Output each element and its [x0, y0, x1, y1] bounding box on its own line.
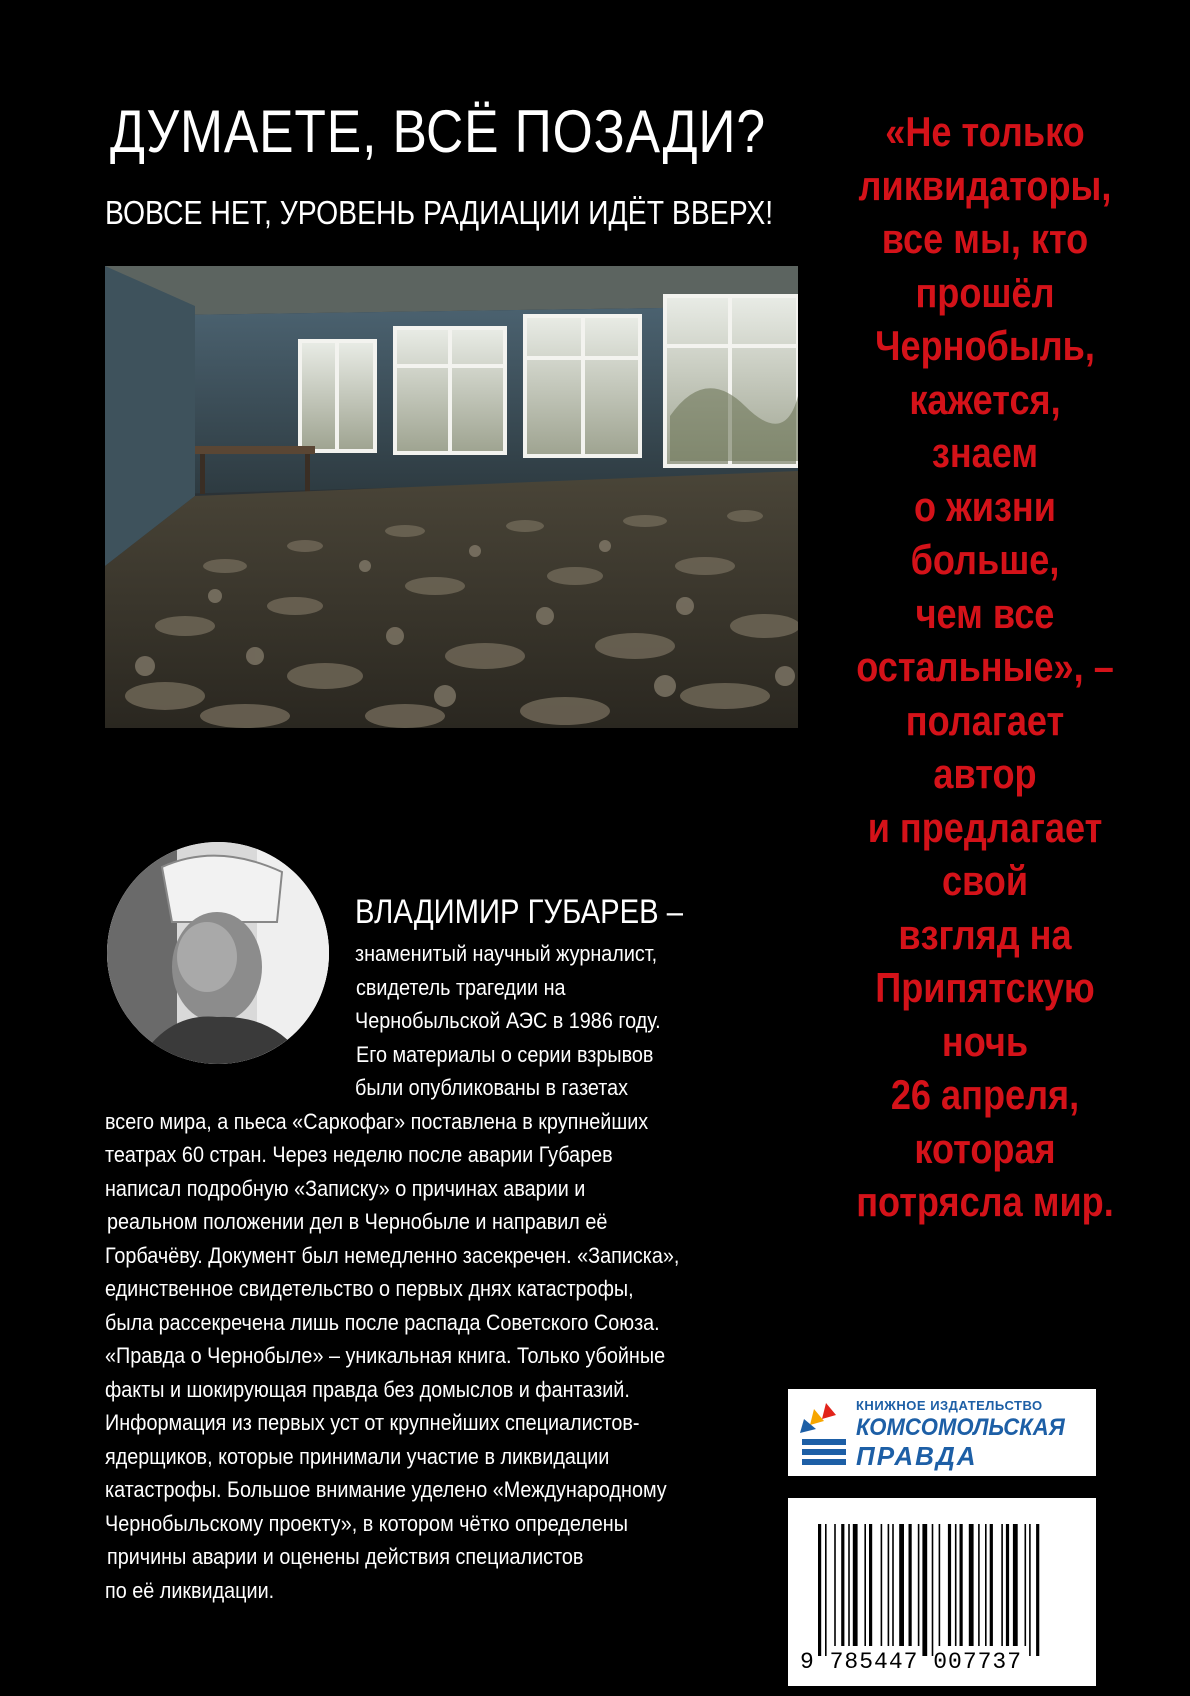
- bio-line: свидетель трагедии на: [356, 975, 566, 1000]
- quote-line: чем все: [915, 589, 1055, 637]
- quote-line: которая: [914, 1124, 1056, 1172]
- author-name: ВЛАДИМИР ГУБАРЕВ –: [355, 893, 684, 931]
- quote-line: больше,: [910, 536, 1060, 583]
- barcode-bar: [960, 1524, 963, 1646]
- barcode-bar: [869, 1524, 872, 1646]
- headline: ДУМАЕТЕ, ВСЁ ПОЗАДИ?: [110, 98, 766, 165]
- quote-line: о жизни: [914, 482, 1056, 530]
- quote-line: ночь: [941, 1017, 1029, 1065]
- quote-line: прошёл: [915, 268, 1055, 316]
- barcode-bar: [818, 1524, 821, 1656]
- bio-line: реальном положении дел в Чернобыле и направил её: [107, 1209, 608, 1234]
- barcode-bar: [955, 1524, 957, 1646]
- quote-line: кажется,: [909, 375, 1061, 423]
- barcode-bar: [888, 1524, 890, 1646]
- barcode-digits: 9 785447 007737: [800, 1649, 1023, 1675]
- quote-line: ликвидаторы,: [858, 161, 1112, 209]
- barcode-bar: [1013, 1524, 1018, 1646]
- publisher-logo: [788, 1389, 1096, 1476]
- bio-line: знаменитый научный журналист,: [355, 941, 658, 966]
- barcode-bar: [969, 1524, 974, 1646]
- barcode-bar: [948, 1524, 951, 1646]
- barcode-bar: [892, 1524, 894, 1646]
- barcode-bar: [853, 1524, 858, 1646]
- quote-line: полагает: [905, 696, 1065, 744]
- barcode-bar: [990, 1524, 993, 1646]
- quote-line: Припятскую: [875, 964, 1095, 1011]
- barcode-bar: [864, 1524, 866, 1646]
- barcode-bar: [985, 1524, 987, 1646]
- book-icon: [796, 1399, 852, 1467]
- bio-line: написал подробную «Записку» о причинах аварии и: [105, 1176, 586, 1201]
- barcode-bar: [932, 1524, 934, 1656]
- barcode-bar: [1001, 1524, 1003, 1646]
- bio-line: факты и шокирующая правда без домыслов и фантазий.: [105, 1377, 630, 1402]
- publisher-name-line1: КОМСОМОЛЬСКАЯ: [856, 1414, 1065, 1441]
- barcode-bar: [1029, 1524, 1031, 1656]
- bio-line: Его материалы о серии взрывов: [356, 1042, 654, 1067]
- bio-line: причины аварии и оценены действия специалистов: [107, 1544, 584, 1569]
- quote-line: и предлагает: [867, 803, 1103, 851]
- publisher-top-text: КНИЖНОЕ ИЗДАТЕЛЬСТВО: [856, 1398, 1043, 1413]
- bio-line: была рассекречена лишь после распада Советского Союза.: [105, 1310, 660, 1335]
- bio-line: были опубликованы в газетах: [355, 1075, 629, 1100]
- quote-line: свой: [941, 857, 1029, 904]
- pull-quote: [826, 105, 1144, 1229]
- author-portrait: [107, 842, 329, 1064]
- quote-line: «Не только: [885, 108, 1085, 155]
- barcode-bar: [1006, 1524, 1009, 1646]
- bio-line: по её ликвидации.: [105, 1578, 275, 1603]
- barcode-bar: [848, 1524, 850, 1646]
- bio-line: единственное свидетельство о первых днях катастрофы,: [105, 1276, 634, 1301]
- barcode-bar: [1025, 1524, 1027, 1646]
- quote-line: знаем: [931, 429, 1039, 476]
- quote-line: взгляд на: [898, 910, 1072, 958]
- barcode-bar: [834, 1524, 836, 1646]
- bio-line: всего мира, а пьеса «Саркофаг» поставлена в крупнейших: [105, 1109, 649, 1134]
- quote-line: автор: [933, 750, 1037, 797]
- bio-line: Чернобыльскому проекту», в котором чётко определены: [105, 1511, 628, 1536]
- bio-line: Горбачёву. Документ был немедленно засекречен. «Записка»,: [105, 1243, 680, 1268]
- barcode-bar: [1036, 1524, 1039, 1656]
- barcode-bars: [818, 1524, 1073, 1656]
- quote-line: остальные», –: [856, 643, 1114, 690]
- bio-line: Чернобыльской АЭС в 1986 году.: [355, 1008, 661, 1033]
- barcode-bar: [825, 1524, 827, 1656]
- bio-line: ядерщиков, которые принимали участие в ликвидации: [105, 1444, 610, 1469]
- barcode-bar: [899, 1524, 904, 1646]
- barcode-bar: [881, 1524, 883, 1646]
- isbn-barcode: [788, 1498, 1096, 1686]
- publisher-name-line2: ПРАВДА: [856, 1441, 978, 1471]
- subheadline: ВОВСЕ НЕТ, УРОВЕНЬ РАДИАЦИИ ИДЁТ ВВЕРХ!: [105, 194, 774, 231]
- barcode-bar: [922, 1524, 927, 1656]
- barcode-bar: [978, 1524, 980, 1646]
- barcode-bar: [841, 1524, 844, 1646]
- barcode-bar: [939, 1524, 941, 1646]
- bio-line: «Правда о Чернобыле» – уникальная книга. Только убойные: [105, 1343, 666, 1368]
- quote-line: потрясла мир.: [856, 1178, 1114, 1225]
- cover-photo: [105, 266, 798, 728]
- quote-line: Чернобыль,: [875, 322, 1095, 369]
- bio-line: катастрофы. Большое внимание уделено «Международному: [105, 1477, 667, 1502]
- quote-line: все мы, кто: [881, 215, 1089, 262]
- bio-line: Информация из первых уст от крупнейших специалистов-: [105, 1410, 640, 1435]
- barcode-bar: [909, 1524, 912, 1646]
- barcode-bar: [918, 1524, 920, 1646]
- quote-line: 26 апреля,: [890, 1071, 1080, 1118]
- bio-line: театрах 60 стран. Через неделю после аварии Губарев: [105, 1142, 613, 1167]
